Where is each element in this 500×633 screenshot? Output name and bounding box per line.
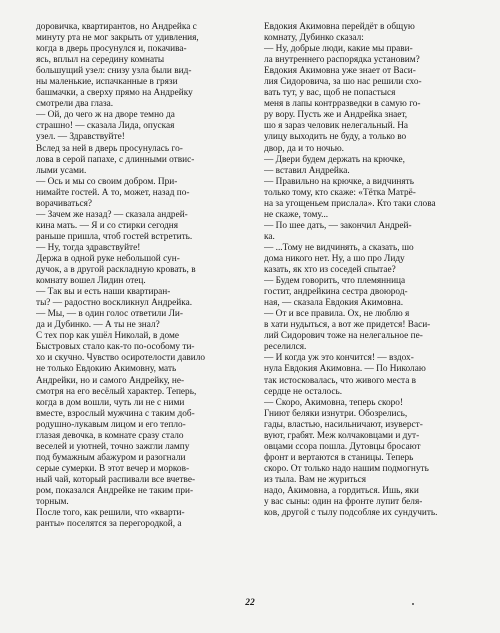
text-line: минуту рта не мог закрыть от удивления,: [36, 33, 199, 44]
text-line: фронт и вертаются в станицы. Теперь: [264, 452, 414, 463]
text-line: ранты» поселятся за перегородкой, а: [36, 519, 182, 530]
text-line: вать тут, у вас, щоб не попастыся: [264, 88, 396, 99]
text-line: из тыла. Вам не журиться: [264, 474, 367, 485]
text-line: меня в лапы контрразведки в самую го-: [264, 99, 421, 110]
text-line: — Мы, — в один голос ответили Ли-: [36, 309, 183, 320]
text-line: — Правильно на крючке, а видчинять: [264, 176, 414, 187]
text-line: С тех пор как ушёл Николай, в доме: [36, 331, 179, 342]
text-line: лова в серой папахе, с длинными отвис-: [36, 154, 195, 165]
text-line: — Ну, тогда здравствуйте!: [36, 242, 141, 253]
text-line: комнату вошел Лидин отец.: [36, 276, 146, 287]
text-line: нула Евдокия Акимовна. — По Николаю: [264, 364, 426, 375]
text-line: кина мать. — Я и со стирки сегодня: [36, 220, 179, 231]
text-line: — Зачем же назад? — сказала андрей-: [36, 209, 188, 220]
page-number: 22: [245, 598, 255, 608]
text-line: ла внутреннего распорядка установим?: [264, 55, 420, 66]
text-line: сердце не осталось.: [264, 386, 343, 397]
right-text-column: [264, 22, 483, 519]
text-line: раньше пришла, чтоб гостей встретить.: [36, 231, 193, 242]
text-line: — Ну, добрые люди, какие мы прави-: [264, 44, 413, 55]
text-line: торным.: [36, 497, 69, 508]
text-line: смотрели два глаза.: [36, 99, 114, 110]
text-line: — Двери будем держать на крючке,: [264, 154, 405, 165]
text-line: — Ой, до чего ж на дворе темно да: [36, 110, 175, 121]
text-line: родушно-лукавым лицом и его тепло-: [36, 419, 186, 430]
text-line: у вас сыны: один на фронте лупит беля-: [264, 497, 423, 508]
text-line: ка.: [264, 231, 275, 242]
text-line: реселился.: [264, 342, 307, 353]
text-line: — По шее дать, — закончил Андрей-: [264, 220, 412, 231]
text-line: не только Евдокию Акимовну, мать: [36, 364, 177, 375]
text-line: башмачки, а сверху прямо на Андрейку: [36, 88, 193, 99]
text-line: овцами ссора пошла. Дутовцы бросают: [264, 441, 421, 452]
text-line: в хати нудыться, а вот же придется! Васи-: [264, 320, 431, 331]
text-line: хо и скучно. Чувство осиротелости давило: [36, 353, 206, 364]
text-line: Быстровых стало как-то по-особому ти-: [36, 342, 195, 353]
text-line: — И когда уж это кончится! — вздох-: [264, 353, 414, 364]
text-line: После того, как решили, что «кварти-: [36, 508, 185, 519]
text-line: — Будем говорить, что племянница: [264, 276, 406, 287]
text-line: под бумажным абажуром и разогнали: [36, 452, 186, 463]
text-line: Андрейки, но и самого Андрейку, не-: [36, 375, 185, 386]
text-line: не скаже, тому...: [264, 209, 329, 220]
text-line: лий Сидорович тоже на нелегальное пе-: [264, 331, 423, 342]
text-line: Евдокия Акимовна перейдёт в общую: [264, 22, 415, 32]
text-line: серые сумерки. В этот вечер и морков-: [36, 463, 190, 474]
text-line: на за угощеньем прислала». Кто таки слова: [264, 198, 436, 209]
text-line: казать, як хто из соседей спытае?: [264, 265, 396, 276]
text-line: улицу выходить не буду, а только во: [264, 132, 407, 143]
text-line: ный чай, который распивали все вчетве-: [36, 474, 196, 485]
text-line: вместе, взрослый мужчина с таким доб-: [36, 408, 195, 419]
text-line: дома никого нет. Ну, а шо про Лиду: [264, 253, 405, 264]
text-line: узел. — Здравствуйте!: [36, 132, 125, 143]
text-line: ворачиваться?: [36, 198, 93, 209]
text-line: вуют, грабят. Меж колчаковцами и дут-: [264, 430, 420, 441]
text-line: двор, да и то ночью.: [264, 143, 344, 154]
text-line: дучок, а в другой раскладную кровать, в: [36, 265, 196, 276]
text-line: лия Сидоровича, за шо нас решили схо-: [264, 77, 422, 88]
text-line: ты? — радостно воскликнул Андрейка.: [36, 298, 193, 309]
text-line: да и Дубинко. — А ты не знал?: [36, 320, 160, 331]
text-line: комнату, Дубинко сказал:: [264, 33, 364, 44]
text-line: когда в дом вошли, чуть ли не с ними: [36, 397, 185, 408]
text-line: скоро. От только надо нашим подмогнуть: [264, 463, 429, 474]
text-line: ков, другой с тылу подсобляе их сундучить.: [264, 508, 438, 519]
left-text-column: [36, 22, 254, 530]
text-line: смотря на его весёлый характер. Теперь,: [36, 386, 197, 397]
text-line: так истосковалась, что живого места в: [264, 375, 417, 386]
text-line: шо я зараз человик нелегальный. На: [264, 121, 409, 132]
text-line: большущий узел: снизу узла были вид-: [36, 66, 192, 77]
text-line: нимайте гостей. А то, может, назад по-: [36, 187, 190, 198]
print-dot: [412, 603, 414, 605]
text-line: ны маленькие, испачканные в грязи: [36, 77, 178, 88]
text-line: ная, — сказала Евдокия Акимовна.: [264, 298, 404, 309]
text-line: — вставил Андрейка.: [264, 165, 350, 176]
text-line: ром, показался Андрейке не таким при-: [36, 485, 194, 496]
text-line: страшно! — сказала Лида, опуская: [36, 121, 175, 132]
text-line: ясь, вплыл на середину комнаты: [36, 55, 165, 66]
text-line: гостит, андрейкина сестра двоюрод-: [264, 287, 408, 298]
text-line: Вслед за ней в дверь просунулась го-: [36, 143, 183, 154]
text-line: только тому, кто скаже: «Тётка Матрё-: [264, 187, 416, 198]
text-line: — ...Тому не видчинять, а сказать, шо: [264, 242, 414, 253]
text-line: веселей и уютней, точно зажгли лампу: [36, 441, 190, 452]
text-line: ру вору. Пусть же и Андрейка знает,: [264, 110, 408, 121]
text-line: Гниют беляки изнутри. Обозрелись,: [264, 408, 408, 419]
text-line: когда в дверь просунулся и, покачива-: [36, 44, 187, 55]
text-line: — Так вы и есть наши квартиран-: [36, 287, 171, 298]
text-line: гады, властью, насильничают, изуверст-: [264, 419, 423, 430]
text-line: Евдокия Акимовна уже знает от Васи-: [264, 66, 416, 77]
text-line: — От и все правила. Ох, не люблю я: [264, 309, 410, 320]
text-line: надо, Акимовна, а гордиться. Ишь, яки: [264, 485, 419, 496]
text-line: доровичка, квартирантов, но Андрейка с: [36, 22, 197, 32]
text-line: — Ось и мы со своим добром. При-: [36, 176, 178, 187]
text-line: Держа в одной руке небольшой сун-: [36, 253, 180, 264]
text-line: лыми усами.: [36, 165, 87, 176]
text-line: глазая девочка, в комнате сразу стало: [36, 430, 184, 441]
text-line: — Скоро, Акимовна, теперь скоро!: [264, 397, 404, 408]
